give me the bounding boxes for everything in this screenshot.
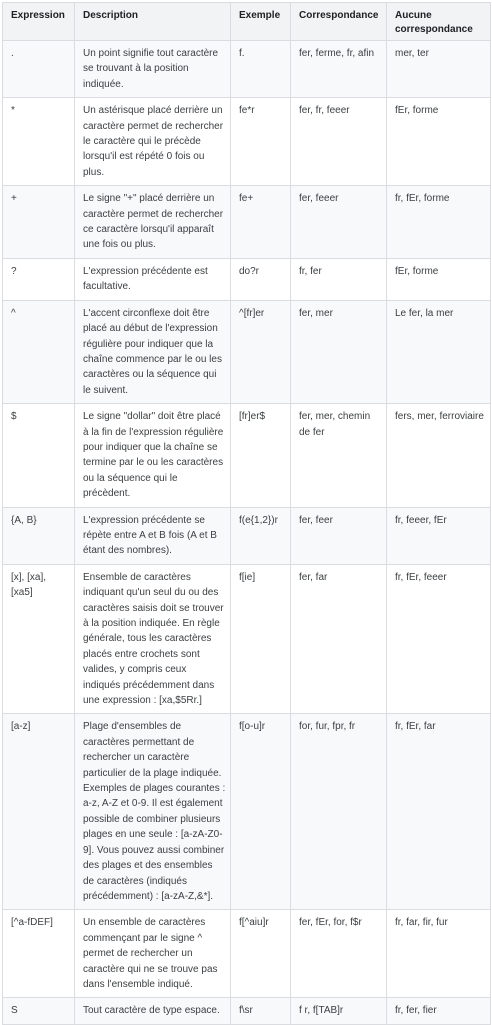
table-row [3,998,491,1024]
cell-expression: ^ [3,300,75,403]
cell-match: fer, feeer [291,186,387,259]
cell-description: L'accent circonflexe doit être placé au début de l'expression régulière pour indiquer que la chaîne commence par le ou les caractères ou la séquence qui le suivent. [75,300,231,403]
table-row [3,714,491,910]
header-example: Exemple [231,3,291,41]
cell-expression: + [3,186,75,259]
cell-no-match: fr, fEr, feeer [387,564,491,714]
cell-expression: * [3,98,75,186]
header-no-match: Aucune correspondance [387,3,491,41]
cell-match: fer, fr, feeer [291,98,387,186]
cell-example: do?r [231,258,291,300]
cell-description: L'expression précédente se répète entre A et B fois (A et B étant des nombres). [75,507,231,564]
cell-match: fer, ferme, fr, afin [291,41,387,98]
cell-match: f r, f[TAB]r [291,998,387,1024]
cell-match: fer, feer [291,507,387,564]
cell-no-match: fEr, forme [387,98,491,186]
cell-description: Un astérisque placé derrière un caractère permet de rechercher le caractère qui le précède lorsqu'il est répété 0 fois ou plus. [75,98,231,186]
cell-match: fer, fEr, for, f$r [291,910,387,998]
cell-description: L'expression précédente est facultative. [75,258,231,300]
cell-expression: $ [3,404,75,507]
cell-expression: [a-z] [3,714,75,910]
cell-no-match: fr, fEr, forme [387,186,491,259]
cell-no-match: mer, ter [387,41,491,98]
table-row [3,564,491,714]
cell-example: fe*r [231,98,291,186]
cell-description: Un point signifie tout caractère se trouvant à la position indiquée. [75,41,231,98]
cell-no-match: fr, far, fir, fur [387,910,491,998]
cell-match: fer, far [291,564,387,714]
cell-no-match: fr, feeer, fEr [387,507,491,564]
table-row [3,507,491,564]
cell-example: ^[fr]er [231,300,291,403]
table-row [3,98,491,186]
cell-description: Le signe "dollar" doit être placé à la fin de l'expression régulière pour indiquer que la chaîne se termine par le ou les caractères ou la séquence qui le précèdent. [75,404,231,507]
header-expression: Expression [3,3,75,41]
cell-description: Plage d'ensembles de caractères permettant de rechercher un caractère particulier de la plage indiquée. Exemples de plages courantes : a-z, A-Z et 0-9. Il est également possible de combiner plusieurs plages en une seule : [a-zA-Z0-9]. Vous pouvez aussi combiner des plages et des ensembles de caractères (indiqués précédemment) : [a-zA-Z,&*]. [75,714,231,910]
cell-example: f. [231,41,291,98]
table-row [3,186,491,259]
cell-expression: {A, B} [3,507,75,564]
table-row [3,404,491,507]
cell-example: f[ie] [231,564,291,714]
cell-example: f\sr [231,998,291,1024]
cell-match: for, fur, fpr, fr [291,714,387,910]
regex-table [2,2,491,1025]
header-match: Correspondance [291,3,387,41]
cell-no-match: fers, mer, ferroviaire [387,404,491,507]
cell-expression: [x], [xa], [xa5] [3,564,75,714]
cell-expression: ? [3,258,75,300]
cell-no-match: fEr, forme [387,258,491,300]
cell-no-match: fr, fer, fier [387,998,491,1024]
cell-match: fer, mer [291,300,387,403]
cell-expression: . [3,41,75,98]
header-description: Description [75,3,231,41]
cell-expression: [^a-fDEF] [3,910,75,998]
cell-match: fer, mer, chemin de fer [291,404,387,507]
table-row [3,910,491,998]
cell-no-match: fr, fEr, far [387,714,491,910]
cell-example: fe+ [231,186,291,259]
cell-description: Tout caractère de type espace. [75,998,231,1024]
cell-example: f(e{1,2})r [231,507,291,564]
table-row [3,258,491,300]
cell-no-match: Le fer, la mer [387,300,491,403]
table-row [3,41,491,98]
cell-match: fr, fer [291,258,387,300]
cell-expression: S [3,998,75,1024]
cell-description: Le signe "+" placé derrière un caractère permet de rechercher ce caractère lorsqu'il apparaît une fois ou plus. [75,186,231,259]
header-row [3,3,491,41]
table-row [3,300,491,403]
cell-description: Un ensemble de caractères commençant par le signe ^ permet de rechercher un caractère qui ne se trouve pas dans l'ensemble indiqué. [75,910,231,998]
cell-description: Ensemble de caractères indiquant qu'un seul du ou des caractères saisis doit se trouver à la position indiquée. En règle générale, tous les caractères placés entre crochets sont valides, y compris ceux indiqués précédemment dans une expression : [xa,$5Rr.] [75,564,231,714]
cell-example: f[o-u]r [231,714,291,910]
cell-example: f[^aiu]r [231,910,291,998]
cell-example: [fr]er$ [231,404,291,507]
